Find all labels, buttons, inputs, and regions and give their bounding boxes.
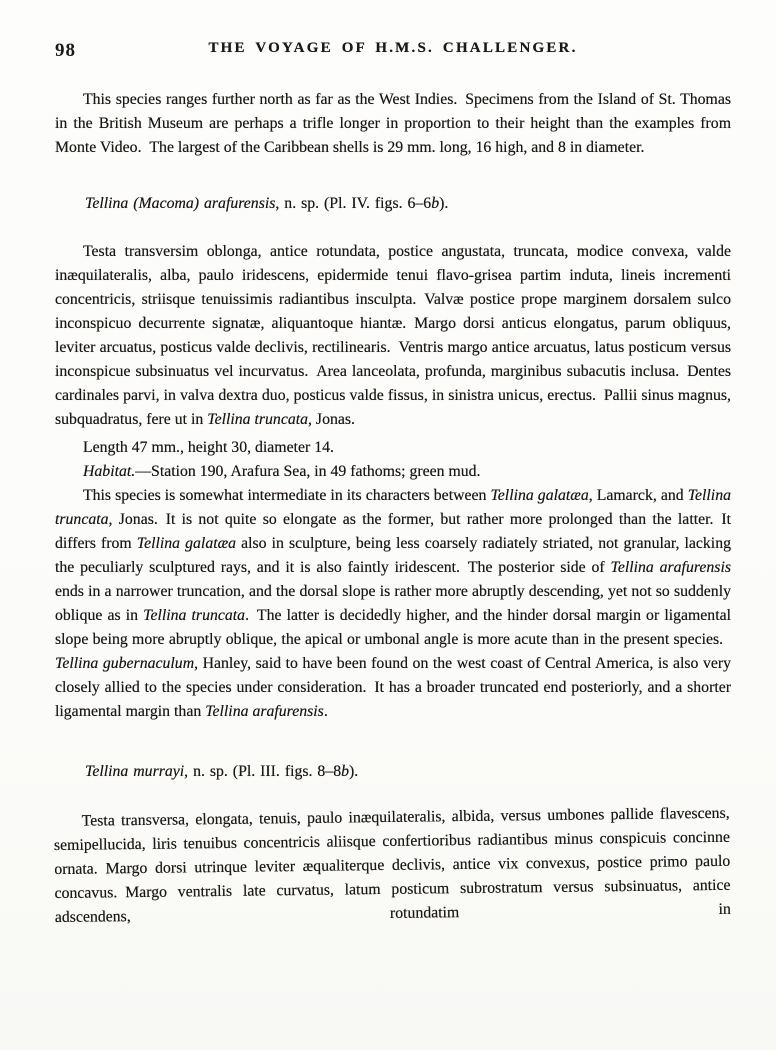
page-content (55, 88, 731, 930)
text-run: , n. sp. (Pl. III. figs. 8–8 (184, 763, 342, 780)
text-run: . The latter is decidedly higher, and the hinder dorsal margin or ligamental slope being more abruptly oblique, the apical or umbonal angle is more acute than in the present species. (55, 607, 731, 648)
text-run: also in sculpture, being less coarsely radiately striated, not granular, lacking the peculiarly sculptured rays, and it is also faintly iridescent. The posterior side of (55, 535, 731, 576)
intro-paragraph (55, 88, 731, 160)
text-run: . (323, 703, 328, 720)
text-run: , Jonas. (308, 411, 355, 428)
italic-text-run: Tellina truncata (143, 607, 246, 624)
italic-text-run: b (341, 763, 350, 780)
text-run: Length 47 mm., height 30, diameter 14. (83, 439, 334, 456)
species-heading-arafurensis (55, 192, 731, 216)
habitat-line (55, 460, 731, 484)
text-run: , Jonas. It is not quite so elongate as the former, but rather more prolonged than the latter. It differs from (55, 511, 731, 552)
italic-text-run: Tellina arafurensis (610, 559, 731, 576)
italic-text-run: Tellina gubernaculum (55, 655, 195, 672)
text-run: , Hanley, said to have been found on the west coast of Central America, is also very closely allied to the species under consideration. It has a broader truncated end posteriorly, and a shorter ligamental margin than (55, 655, 732, 720)
text-run: —Station 190, Arafura Sea, in 49 fathoms; green mud. (135, 463, 481, 480)
italic-text-run: Tellina galatæa (136, 535, 237, 552)
comparison-paragraph (55, 484, 731, 724)
text-run: ). (439, 195, 449, 212)
text-run: This species ranges further north as far as the West Indies. Specimens from the Island of St. Thomas in the British Museum are perhaps a trifle longer in proportion to their height than the examples from Monte Video. The largest of the Caribbean shells is 29 mm. long, 16 high, and 8 in diameter. (55, 91, 731, 156)
text-run: This species is somewhat intermediate in its characters between (83, 487, 491, 504)
text-run: ). (349, 763, 359, 780)
italic-text-run: Tellina truncata (55, 487, 731, 528)
italic-text-run: Tellina arafurensis (205, 703, 324, 720)
text-run: , Lamarck, and (588, 487, 688, 504)
running-title: THE VOYAGE OF H.M.S. CHALLENGER. (208, 40, 578, 56)
text-run: , n. sp. (Pl. IV. figs. 6–6 (275, 195, 432, 212)
text-run: Testa transversa, elongata, tenuis, paulo inæquilateralis, albida, versus umbones pallide flavescens, semipellucida, liris tenuibus concentricis aliisque confertioribus radiantibus minus conspicuis concinne ornata. Margo dorsi utrinque leviter æqualiterque declivis, antice vix convexus, postice primo paulo concavus. Margo ventralis late curvatus, latum posticum subrostratum versus subsinuatus, antice adscendens, rotundatim in (53, 804, 731, 927)
species-heading-murrayi (55, 760, 731, 784)
italic-text-run: Tellina murrayi (85, 763, 185, 780)
text-run: ends in a narrower truncation, and the dorsal slope is rather more abruptly descending, yet not so suddenly oblique as in (55, 583, 731, 624)
measurements-line (55, 436, 731, 460)
italic-text-run: Tellina galatæa (490, 487, 589, 504)
text-run: Testa transversim oblonga, antice rotundata, postice angustata, truncata, modice convexa, valde inæquilateralis, alba, paulo iridescens, epidermide tenui flavo-grisea partim induta, lineis incrementi concentricis, striisque tenuissimis radiantibus insculpta. Valvæ postice prope marginem dorsalem sulco inconspicuo decurrente signatæ, aliquantoque hiantæ. Margo dorsi anticus elongatus, parum obliquus, leviter arcuatus, posticus valde declivis, rectilinearis. Ventris margo antice arcuatus, latus posticum versus inconspicue subsinuatus vel incurvatus. Area lanceolata, profunda, marginibus subacutis inclusa. Dentes cardinales parvi, in valva dextra duo, posticus valde fissus, in sinistra unicus, erectus. Pallii sinus magnus, subquadratus, fere ut in (55, 243, 731, 428)
page-header (55, 40, 731, 62)
latin-description-arafurensis (55, 240, 731, 432)
italic-text-run: Tellina truncata (207, 411, 309, 428)
latin-description-murrayi (54, 802, 731, 930)
italic-text-run: b (431, 195, 440, 212)
italic-text-run: Tellina (Macoma) arafurensis (85, 195, 276, 212)
italic-text-run: Habitat. (83, 463, 136, 480)
page-number: 98 (55, 40, 76, 61)
